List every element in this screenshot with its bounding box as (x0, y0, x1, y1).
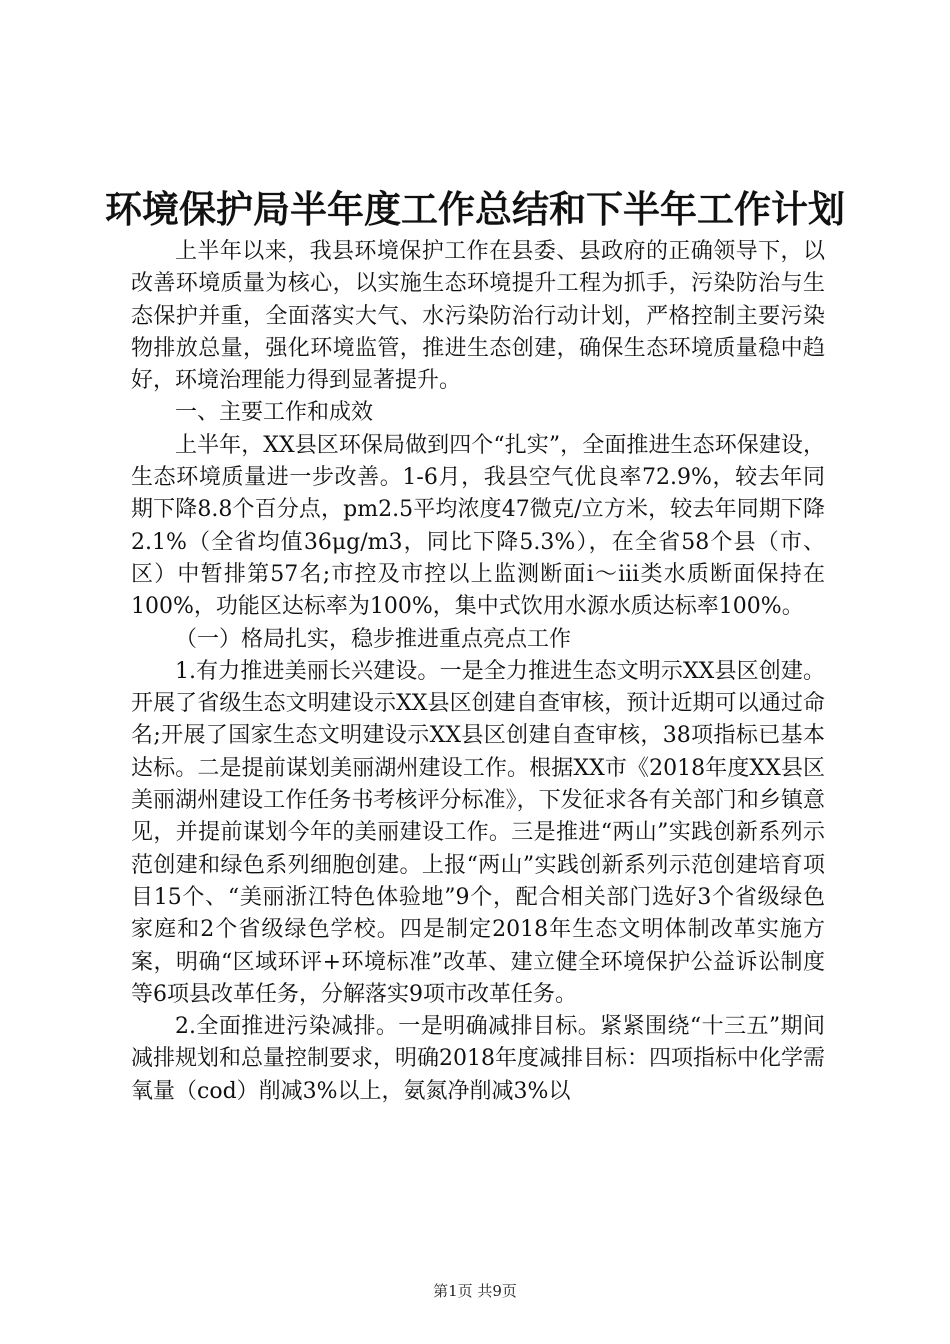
item-paragraph-2: 2.全面推进污染减排。一是明确减排目标。紧紧围绕“十三五”期间减排规划和总量控制要求，明确2018年度减排目标：四项指标中化学需氧量（cod）削减3%以上，氨氮净削减3%以 (131, 1014, 825, 1104)
page-number-footer: 第1页 共9页 (433, 1282, 517, 1300)
document-title: 环境保护局半年度工作总结和下半年工作计划 (105, 188, 845, 231)
document-body (131, 236, 825, 1108)
item-paragraph-1: 1.有力推进美丽长兴建设。一是全力推进生态文明示XX县区创建。开展了省级生态文明建设示XX县区创建自查审核，预计近期可以通过命名;开展了国家生态文明建设示XX县区创建自查审核，38项指标已基本达标。二是提前谋划美丽湖州建设工作。根据XX市《2018年度XX县区美丽湖州建设工作任务书考核评分标准》，下发征求各有关部门和乡镇意见，并提前谋划今年的美丽建设工作。三是推进“两山”实践创新系列示范创建和绿色系列细胞创建。上报“两山”实践创新系列示范创建培育项目15个、“美丽浙江特色体验地”9个，配合相关部门选好3个省级绿色家庭和2个省级绿色学校。四是制定2018年生态文明体制改革实施方案，明确“区域环评+环境标准”改革、建立健全环境保护公益诉讼制度等6项县改革任务，分解落实9项市改革任务。 (131, 658, 825, 1007)
summary-paragraph: 上半年，XX县区环保局做到四个“扎实”，全面推进生态环保建设，生态环境质量进一步改善。1-6月，我县空气优良率72.9%，较去年同期下降8.8个百分点，pm2.5平均浓度47微克/立方米，较去年同期下降2.1%（全省均值36μg/m3，同比下降5.3%），在全省58个县（市、区）中暂排第57名;市控及市控以上监测断面ⅰ～ⅲ类水质断面保持在100%，功能区达标率为100%，集中式饮用水源水质达标率100%。 (131, 432, 825, 620)
intro-paragraph: 上半年以来，我县环境保护工作在县委、县政府的正确领导下，以改善环境质量为核心，以实施生态环境提升工程为抓手，污染防治与生态保护并重，全面落实大气、水污染防治行动计划，严格控制主要污染物排放总量，强化环境监管，推进生态创建，确保生态环境质量稳中趋好，环境治理能力得到显著提升。 (131, 239, 825, 394)
subsection-heading-1: （一）格局扎实，稳步推进重点亮点工作 (175, 626, 572, 652)
section-heading-main-work: 一、主要工作和成效 (175, 400, 374, 426)
